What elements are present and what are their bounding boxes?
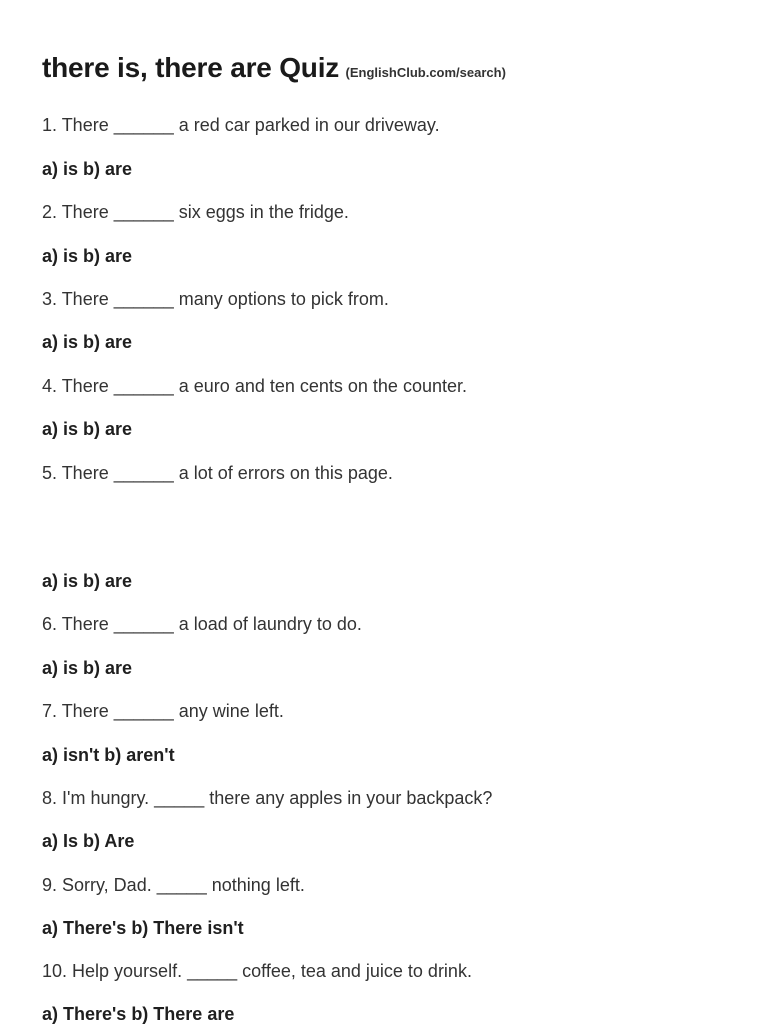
title-row <box>42 52 506 84</box>
options-5: a) is b) are <box>42 571 133 591</box>
question-5: 5. There ______ a lot of errors on this page. <box>42 463 393 483</box>
options-10: a) There's b) There are <box>42 1004 235 1024</box>
source-link: (EnglishClub.com/search) <box>345 65 506 80</box>
options-3: a) is b) are <box>42 332 133 352</box>
options-6: a) is b) are <box>42 658 133 678</box>
question-2: 2. There ______ six eggs in the fridge. <box>42 202 349 222</box>
options-9: a) There's b) There isn't <box>42 918 244 938</box>
page-title: there is, there are Quiz <box>42 52 340 83</box>
question-3: 3. There ______ many options to pick from. <box>42 289 389 309</box>
options-7: a) isn't b) aren't <box>42 745 175 765</box>
question-1: 1. There ______ a red car parked in our driveway. <box>42 115 440 135</box>
question-8: 8. I'm hungry. _____ there any apples in your backpack? <box>42 788 493 808</box>
options-1: a) is b) are <box>42 159 133 179</box>
options-2: a) is b) are <box>42 246 133 266</box>
question-9: 9. Sorry, Dad. _____ nothing left. <box>42 875 305 895</box>
question-6: 6. There ______ a load of laundry to do. <box>42 614 362 634</box>
question-7: 7. There ______ any wine left. <box>42 701 284 721</box>
options-8: a) Is b) Are <box>42 831 135 851</box>
question-10: 10. Help yourself. _____ coffee, tea and juice to drink. <box>42 961 472 981</box>
options-4: a) is b) are <box>42 419 133 439</box>
question-4: 4. There ______ a euro and ten cents on the counter. <box>42 376 467 396</box>
